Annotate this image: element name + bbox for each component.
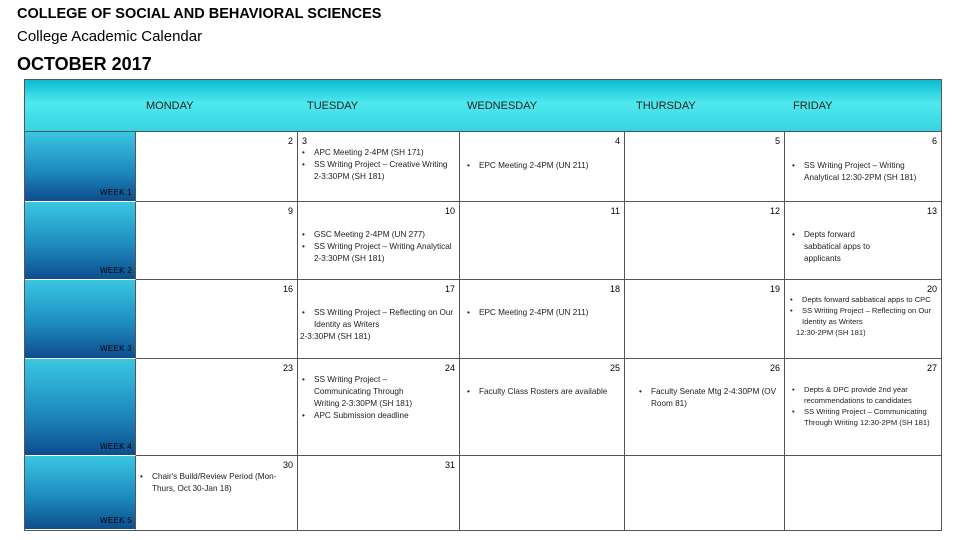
event-item: • EPC Meeting 2-4PM (UN 211)	[465, 160, 620, 172]
date-number: 25	[609, 363, 620, 373]
day-cell	[298, 359, 460, 456]
week-2-box	[25, 202, 136, 280]
event-list	[300, 374, 425, 422]
day-cell	[460, 202, 625, 280]
event-list	[465, 307, 620, 319]
day-header-wednesday: WEDNESDAY	[467, 100, 538, 112]
date-number: 10	[444, 206, 455, 216]
event-list	[637, 386, 782, 410]
day-cell	[785, 456, 941, 530]
date-number: 24	[444, 363, 455, 373]
day-cell	[785, 280, 941, 359]
event-item: • SS Writing Project – Reflecting on Our Identity as Writers	[788, 305, 938, 327]
event-item: • SS Writing Project – Creative Writing 2-3:30PM (SH 181)	[300, 159, 452, 183]
week-5-box	[25, 456, 136, 530]
day-cell	[625, 202, 785, 280]
day-cell	[136, 202, 298, 280]
day-cell	[298, 202, 460, 280]
event-item: • GSC Meeting 2-4PM (UN 277)	[300, 229, 452, 241]
week-4-box	[25, 359, 136, 456]
weekday-header-row	[25, 80, 941, 132]
event-list	[790, 384, 938, 428]
event-item: • EPC Meeting 2-4PM (UN 211)	[465, 307, 620, 319]
event-item: • SS Writing Project – Reflecting on Our Identity as Writers	[300, 307, 455, 331]
event-list	[465, 160, 620, 172]
date-number: 9	[287, 206, 293, 216]
date-number: 27	[926, 363, 937, 373]
event-item: • Faculty Senate Mtg 2-4:30PM (OV Room 81)	[637, 386, 782, 410]
date-number: 23	[282, 363, 293, 373]
calendar-subtitle: College Academic Calendar	[17, 28, 203, 45]
day-cell	[625, 132, 785, 202]
week-label: WEEK 5	[100, 516, 133, 525]
event-item: • SS Writing Project – Writing Analytical 12:30-2PM (SH 181)	[790, 160, 938, 184]
event-item: • Faculty Class Rosters are available	[465, 386, 623, 398]
date-number: 31	[444, 460, 455, 470]
event-item: • Depts forward sabbatical apps to CPC	[788, 294, 938, 305]
week-label: WEEK 4	[100, 442, 133, 451]
week-label: WEEK 3	[100, 344, 133, 353]
event-item: • SS Writing Project – Communicating Through Writing 12:30-2PM (SH 181)	[790, 406, 938, 428]
event-item: • SS Writing Project – Communicating Through Writing 2-3:30PM (SH 181)	[300, 374, 425, 410]
day-cell	[136, 359, 298, 456]
event-list	[300, 147, 452, 183]
date-number: 16	[282, 284, 293, 294]
day-cell	[298, 456, 460, 530]
date-number: 11	[610, 206, 620, 216]
event-item: • Depts forward sabbatical apps to applicants	[790, 229, 890, 265]
event-list	[788, 294, 938, 338]
week-label: WEEK 2	[100, 266, 133, 275]
calendar-grid	[24, 79, 942, 531]
day-cell	[785, 132, 941, 202]
event-list	[790, 160, 938, 184]
day-header-tuesday: TUESDAY	[307, 100, 359, 112]
day-cell	[460, 132, 625, 202]
date-number: 4	[614, 136, 620, 146]
day-cell	[298, 132, 460, 202]
college-title: COLLEGE OF SOCIAL AND BEHAVIORAL SCIENCES	[17, 6, 382, 22]
date-number: 5	[774, 136, 780, 146]
week-label: WEEK 1	[100, 188, 133, 197]
event-list	[790, 229, 890, 265]
event-list	[300, 229, 452, 265]
day-cell	[625, 359, 785, 456]
week-1-box	[25, 132, 136, 202]
date-number: 3	[302, 136, 308, 146]
day-cell	[460, 280, 625, 359]
date-number: 30	[282, 460, 293, 470]
day-header-monday: MONDAY	[146, 100, 194, 112]
event-list	[300, 307, 455, 343]
day-cell	[136, 132, 298, 202]
event-time: 12:30-2PM (SH 181)	[796, 328, 866, 337]
event-list	[138, 471, 288, 495]
day-cell	[785, 359, 941, 456]
date-number: 18	[609, 284, 620, 294]
date-number: 26	[769, 363, 780, 373]
date-number: 20	[926, 284, 937, 294]
date-number: 17	[444, 284, 455, 294]
day-cell	[460, 456, 625, 530]
day-cell	[136, 456, 298, 530]
event-list	[465, 386, 623, 398]
day-cell	[298, 280, 460, 359]
date-number: 2	[287, 136, 293, 146]
day-cell	[460, 359, 625, 456]
day-cell	[785, 202, 941, 280]
month-title: OCTOBER 2017	[17, 54, 152, 74]
event-item: • Chair's Build/Review Period (Mon- Thurs, Oct 30-Jan 18)	[138, 471, 288, 495]
day-header-thursday: THURSDAY	[636, 100, 696, 112]
date-number: 13	[926, 206, 937, 216]
event-item: • Depts & DPC provide 2nd year recommendations to candidates	[790, 384, 938, 406]
date-number: 6	[931, 136, 937, 146]
event-item: • APC Submission deadline	[300, 410, 425, 422]
date-number: 19	[769, 284, 780, 294]
day-cell	[625, 456, 785, 530]
event-time: 2-3:30PM (SH 181)	[300, 332, 371, 341]
day-cell	[136, 280, 298, 359]
day-header-friday: FRIDAY	[793, 100, 833, 112]
event-item: • SS Writing Project – Writing Analytical 2-3:30PM (SH 181)	[300, 241, 452, 265]
day-cell	[625, 280, 785, 359]
date-number: 12	[769, 206, 780, 216]
event-item: • APC Meeting 2-4PM (SH 171)	[300, 147, 452, 159]
week-3-box	[25, 280, 136, 359]
